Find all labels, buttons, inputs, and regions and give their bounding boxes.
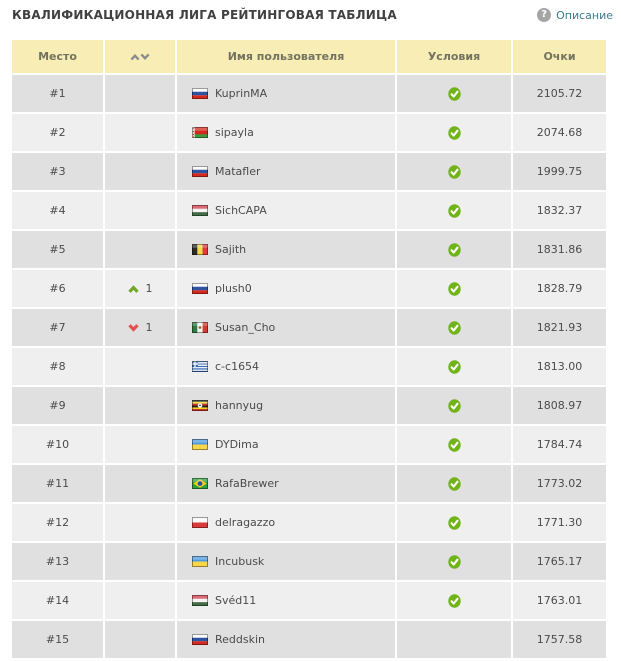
movement-cell [105, 192, 175, 229]
movement-cell [105, 348, 175, 385]
column-header-conditions: Условия [397, 40, 511, 73]
table-row [12, 114, 609, 151]
check-icon [448, 594, 461, 608]
flag-russia-icon [192, 283, 208, 294]
check-icon [448, 87, 461, 101]
check-icon [448, 438, 461, 452]
flag-poland-icon [192, 517, 208, 528]
movement-value: 1 [145, 282, 153, 295]
username: delragazzo [215, 516, 276, 529]
username-cell [177, 426, 395, 463]
username: sipayla [215, 126, 254, 139]
username: plush0 [215, 282, 252, 295]
table-row [12, 309, 609, 346]
place-cell: #4 [12, 192, 103, 229]
table-body [12, 75, 609, 658]
username: Reddskin [215, 633, 266, 646]
conditions-cell [397, 348, 511, 385]
conditions-cell [397, 153, 511, 190]
username: hannyug [215, 399, 264, 412]
username: Matafler [215, 165, 261, 178]
points-cell: 1813.00 [513, 348, 606, 385]
conditions-cell [397, 270, 511, 307]
description-link[interactable] [537, 8, 613, 22]
check-icon [448, 321, 461, 335]
username-cell [177, 348, 395, 385]
username: RafaBrewer [215, 477, 279, 490]
conditions-cell [397, 621, 511, 658]
points-cell: 1831.86 [513, 231, 606, 268]
movement-cell [105, 504, 175, 541]
movement-value: 1 [145, 321, 153, 334]
help-icon[interactable]: ? [537, 8, 551, 22]
conditions-cell [397, 75, 511, 112]
username-cell [177, 231, 395, 268]
table-row [12, 582, 609, 619]
check-icon [448, 477, 461, 491]
username: Susan_Cho [215, 321, 276, 334]
table-row [12, 621, 609, 658]
place-cell: #3 [12, 153, 103, 190]
username-cell [177, 621, 395, 658]
points-cell: 1832.37 [513, 192, 606, 229]
table-row [12, 504, 609, 541]
check-icon [448, 126, 461, 140]
conditions-cell [397, 504, 511, 541]
username-cell [177, 582, 395, 619]
username: SichCAPA [215, 204, 267, 217]
flag-hungary-icon [192, 595, 208, 606]
conditions-cell [397, 543, 511, 580]
flag-belgium-icon [192, 244, 208, 255]
place-cell: #13 [12, 543, 103, 580]
check-icon [448, 555, 461, 569]
points-cell: 2074.68 [513, 114, 606, 151]
conditions-cell [397, 465, 511, 502]
username: Svéd11 [215, 594, 257, 607]
username-cell [177, 543, 395, 580]
table-row [12, 153, 609, 190]
column-header-points: Очки [513, 40, 606, 73]
place-cell: #6 [12, 270, 103, 307]
movement-cell [105, 543, 175, 580]
points-cell: 1771.30 [513, 504, 606, 541]
username: c-c1654 [215, 360, 260, 373]
username-cell [177, 153, 395, 190]
flag-russia-icon [192, 634, 208, 645]
check-icon [448, 243, 461, 257]
conditions-cell [397, 114, 511, 151]
points-cell: 1999.75 [513, 153, 606, 190]
username-cell [177, 270, 395, 307]
points-cell: 2105.72 [513, 75, 606, 112]
flag-russia-icon [192, 166, 208, 177]
table-header-row [12, 40, 609, 73]
username-cell [177, 387, 395, 424]
conditions-cell [397, 231, 511, 268]
username: KuprinMA [215, 87, 268, 100]
points-cell: 1784.74 [513, 426, 606, 463]
table-row [12, 348, 609, 385]
page-title: КВАЛИФИКАЦИОННАЯ ЛИГА РЕЙТИНГОВАЯ ТАБЛИЦА [12, 8, 397, 22]
username: DYDima [215, 438, 259, 451]
username: Incubusk [215, 555, 265, 568]
up-arrow-icon [128, 285, 139, 293]
flag-mexico-icon [192, 322, 208, 333]
movement-cell [105, 309, 175, 346]
username-cell [177, 192, 395, 229]
points-cell: 1773.02 [513, 465, 606, 502]
check-icon [448, 165, 461, 179]
flag-uganda-icon [192, 400, 208, 411]
points-cell: 1765.17 [513, 543, 606, 580]
place-cell: #7 [12, 309, 103, 346]
flag-hungary-icon [192, 205, 208, 216]
place-cell: #9 [12, 387, 103, 424]
movement-cell [105, 75, 175, 112]
column-header-movement [105, 40, 175, 73]
conditions-cell [397, 426, 511, 463]
movement-cell [105, 465, 175, 502]
place-cell: #1 [12, 75, 103, 112]
flag-russia-icon [192, 88, 208, 99]
flag-brazil-icon [192, 478, 208, 489]
movement-cell [105, 270, 175, 307]
column-header-username: Имя пользователя [177, 40, 395, 73]
down-arrow-icon [128, 324, 139, 332]
check-icon [448, 204, 461, 218]
conditions-cell [397, 582, 511, 619]
table-row [12, 270, 609, 307]
check-icon [448, 516, 461, 530]
conditions-cell [397, 309, 511, 346]
movement-cell [105, 387, 175, 424]
conditions-cell [397, 387, 511, 424]
table-row [12, 387, 609, 424]
flag-belarus-icon [192, 127, 208, 138]
place-cell: #15 [12, 621, 103, 658]
topbar [0, 0, 621, 22]
place-cell: #11 [12, 465, 103, 502]
place-cell: #14 [12, 582, 103, 619]
movement-cell [105, 582, 175, 619]
check-icon [448, 399, 461, 413]
movement-cell [105, 114, 175, 151]
conditions-cell [397, 192, 511, 229]
flag-ukraine-icon [192, 556, 208, 567]
username: Sajith [215, 243, 247, 256]
flag-ukraine-icon [192, 439, 208, 450]
movement-cell [105, 426, 175, 463]
username-cell [177, 309, 395, 346]
check-icon [448, 360, 461, 374]
table-row [12, 426, 609, 463]
table-row [12, 75, 609, 112]
points-cell: 1828.79 [513, 270, 606, 307]
movement-cell [105, 231, 175, 268]
points-cell: 1763.01 [513, 582, 606, 619]
place-cell: #12 [12, 504, 103, 541]
username-cell [177, 114, 395, 151]
movement-cell [105, 621, 175, 658]
place-cell: #5 [12, 231, 103, 268]
username-cell [177, 465, 395, 502]
place-cell: #8 [12, 348, 103, 385]
username-cell [177, 75, 395, 112]
points-cell: 1757.58 [513, 621, 606, 658]
check-icon [448, 282, 461, 296]
place-cell: #10 [12, 426, 103, 463]
sort-arrows-icon [130, 53, 150, 61]
column-header-place: Место [12, 40, 103, 73]
flag-greece-icon [192, 361, 208, 372]
table-row [12, 543, 609, 580]
table-row [12, 231, 609, 268]
table-row [12, 192, 609, 229]
points-cell: 1808.97 [513, 387, 606, 424]
points-cell: 1821.93 [513, 309, 606, 346]
place-cell: #2 [12, 114, 103, 151]
table-row [12, 465, 609, 502]
rating-table [12, 40, 609, 658]
movement-cell [105, 153, 175, 190]
username-cell [177, 504, 395, 541]
description-link-label: Описание [556, 8, 613, 22]
